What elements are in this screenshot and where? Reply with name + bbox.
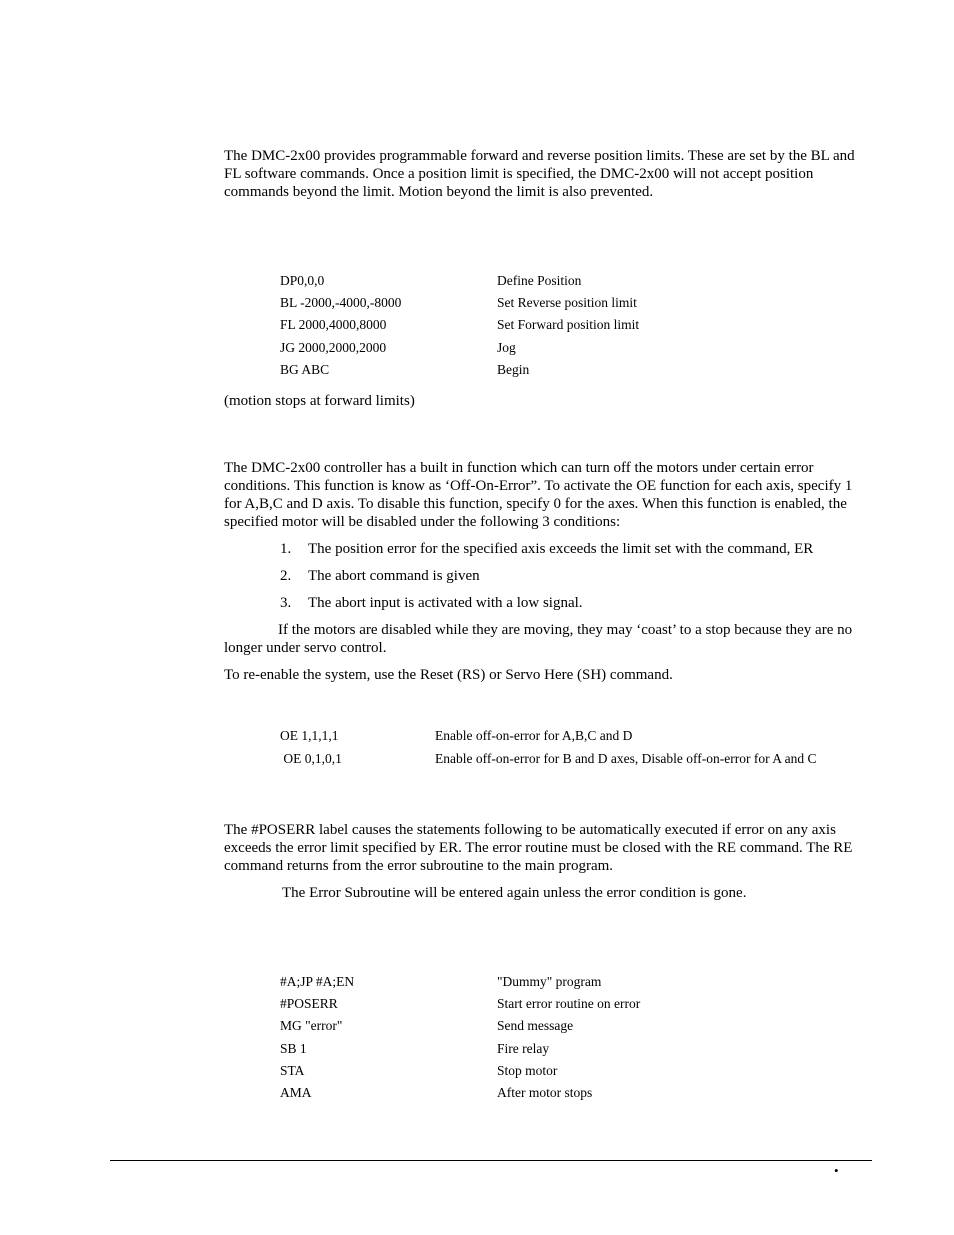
code-description: Stop motor xyxy=(497,1063,558,1078)
code-description: Fire relay xyxy=(497,1041,550,1056)
code-command: OE 0,1,0,1 xyxy=(280,751,342,766)
list-item-text: The position error for the specified axis exceeds the limit set with the command, ER xyxy=(308,541,814,557)
code-description: Send message xyxy=(497,1018,574,1033)
limits-note: (motion stops at forward limits) xyxy=(224,393,415,409)
code-command: #POSERR xyxy=(280,996,338,1011)
oe-reenable-note: To re-enable the system, use the Reset (RS) or Servo Here (SH) command. xyxy=(224,667,673,683)
code-command: DP0,0,0 xyxy=(280,273,325,288)
oe-intro-paragraph: The DMC-2x00 controller has a built in function which can turn off the motors under certain error conditions. This function is know as ‘Off-On-Error”. To activate the OE function for each axis, specify 1 for A,B,C and D axis. To disable this function, specify 0 for the axes. When this function is enabled, the specified motor will be disabled under the following 3 conditions: xyxy=(224,460,853,530)
footer-bullet: • xyxy=(834,1163,839,1178)
code-description: Set Reverse position limit xyxy=(497,295,637,310)
code-description: After motor stops xyxy=(497,1085,593,1100)
code-command: FL 2000,4000,8000 xyxy=(280,317,387,332)
code-command: STA xyxy=(280,1063,305,1078)
code-description: Begin xyxy=(497,362,530,377)
oe-coast-note: If the motors are disabled while they are moving, they may ‘coast’ to a stop because they are no longer under servo control. xyxy=(224,622,853,656)
code-command: #A;JP #A;EN xyxy=(280,974,355,989)
code-command: JG 2000,2000,2000 xyxy=(280,340,387,355)
list-item-number: 3. xyxy=(280,595,292,611)
code-command: BL -2000,-4000,-8000 xyxy=(280,295,402,310)
poserr-note: The Error Subroutine will be entered again unless the error condition is gone. xyxy=(282,885,747,901)
code-description: Set Forward position limit xyxy=(497,317,640,332)
code-command: OE 1,1,1,1 xyxy=(280,728,339,743)
list-item-text: The abort command is given xyxy=(308,568,480,584)
code-command: SB 1 xyxy=(280,1041,307,1056)
code-description: Jog xyxy=(497,340,516,355)
code-command: MG "error" xyxy=(280,1018,343,1033)
code-description: Enable off-on-error for B and D axes, Disable off-on-error for A and C xyxy=(435,751,817,766)
poserr-intro-paragraph: The #POSERR label causes the statements following to be automatically executed if error on any axis exceeds the error limit specified by ER. The error routine must be closed with the RE command. The RE command returns from the error subroutine to the main program. xyxy=(224,822,853,874)
limits-intro-paragraph: The DMC-2x00 provides programmable forward and reverse position limits. These are set by the BL and FL software commands. Once a position limit is specified, the DMC-2x00 will not accept position commands beyond the limit. Motion beyond the limit is also prevented. xyxy=(224,148,855,200)
code-command: AMA xyxy=(280,1085,312,1100)
code-description: Enable off-on-error for A,B,C and D xyxy=(435,728,633,743)
code-description: "Dummy" program xyxy=(497,974,602,989)
code-command: BG ABC xyxy=(280,362,330,377)
code-description: Define Position xyxy=(497,273,582,288)
list-item-number: 1. xyxy=(280,541,292,557)
list-item-number: 2. xyxy=(280,568,292,584)
code-description: Start error routine on error xyxy=(497,996,641,1011)
footer-rule xyxy=(110,1160,872,1161)
list-item-text: The abort input is activated with a low signal. xyxy=(308,595,583,611)
